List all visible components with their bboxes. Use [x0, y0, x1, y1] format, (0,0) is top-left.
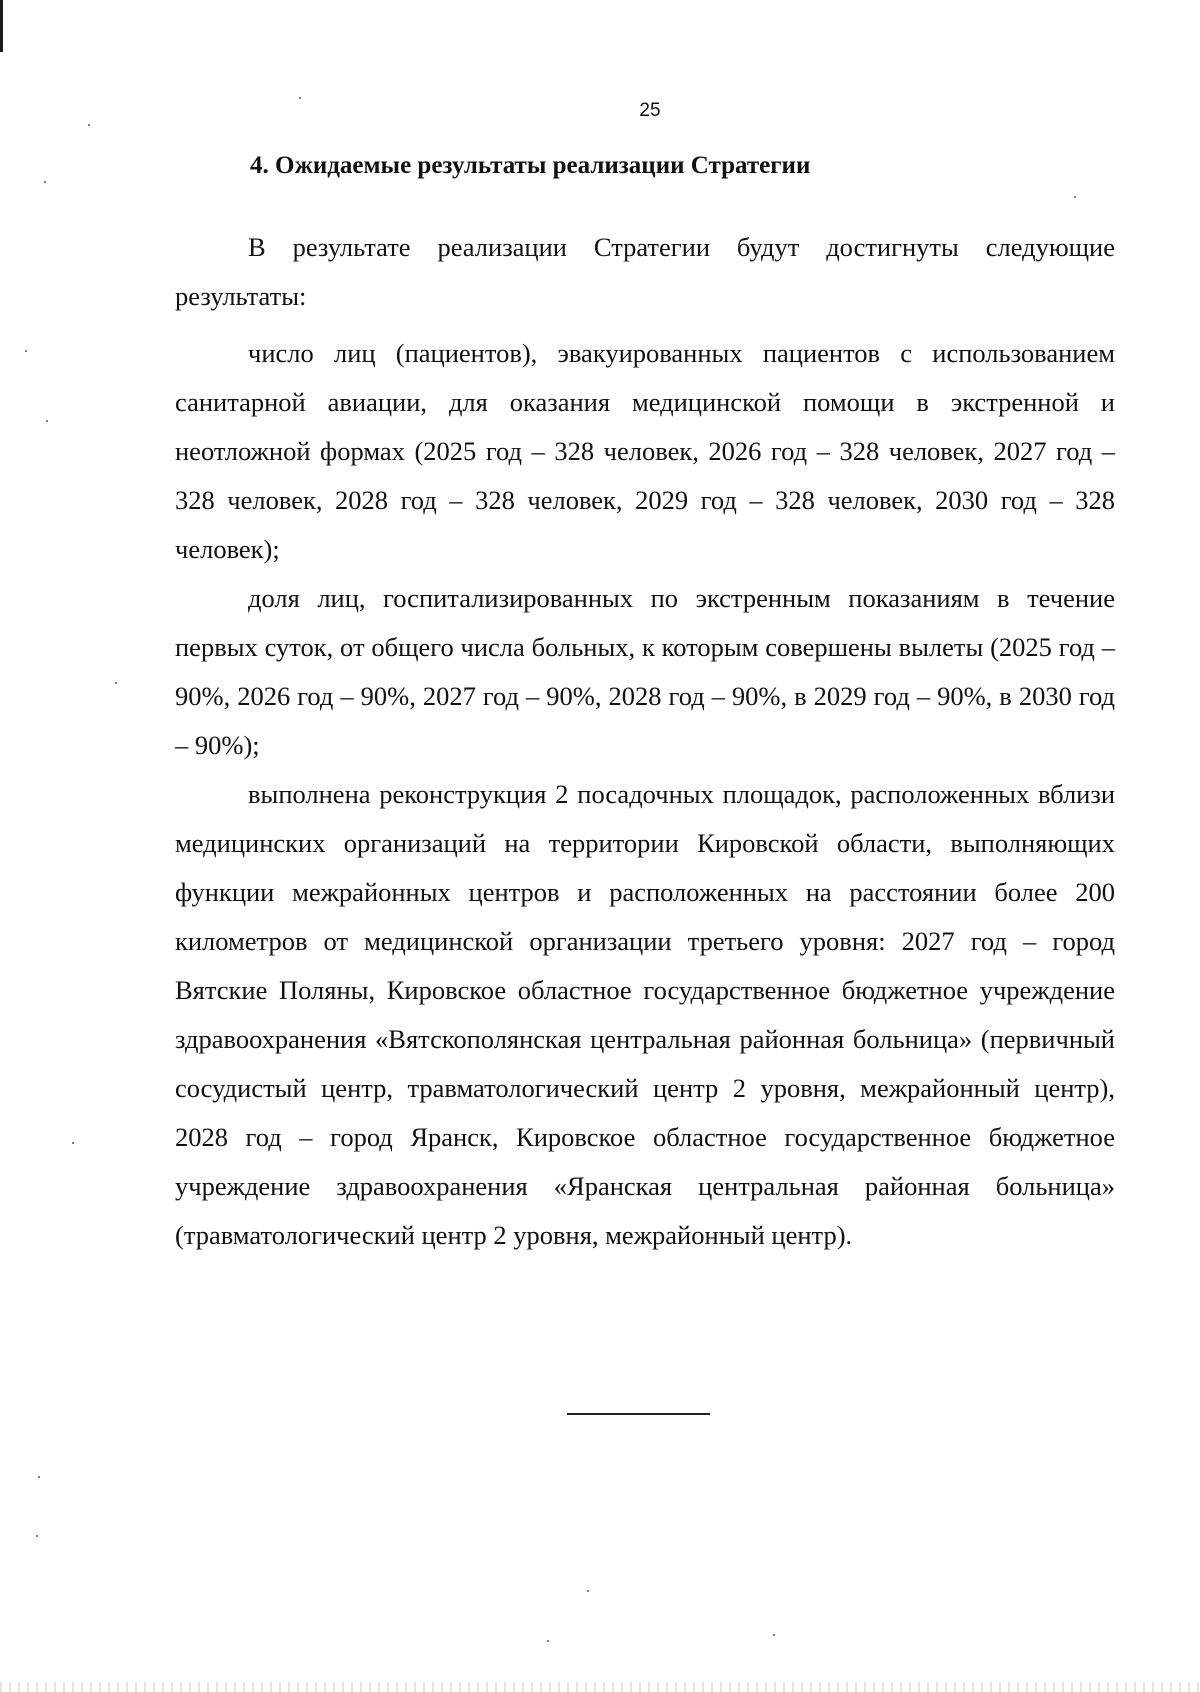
section-heading: 4. Ожидаемые результаты реализации Стратегии [250, 152, 811, 179]
paragraph-evacuated-patients: число лиц (пациентов), эвакуированных пациентов с использованием санитарной авиации, для оказания медицинской помощи в экстренной и неотложной формах (2025 год – 328 человек, 2026 год – 328 человек, 2027 год – 328 человек, 2028 год – 328 человек, 2029 год – 328 человек, 2030 год – 328 человек); [175, 338, 1115, 564]
paragraph-hospitalized-share: доля лиц, госпитализированных по экстренным показаниям в течение первых суток, от общего числа больных, к которым совершены вылеты (2025 год – 90%, 2026 год – 90%, 2027 год – 90%, 2028 год – 90%, в 2029 год – 90%, в 2030 год – 90%); [175, 583, 1115, 760]
paragraph-intro: В результате реализации Стратегии будут достигнуты следующие результаты: [175, 232, 1115, 311]
scan-speck [587, 1590, 589, 1592]
end-separator-line [567, 1413, 710, 1415]
scan-speck [36, 1535, 38, 1537]
paragraph-landing-sites: выполнена реконструкция 2 посадочных площадок, расположенных вблизи медицинских организаций на территории Кировской области, выполняющих функции межрайонных центров и расположенных на расстоянии более 200 километров от медицинской организации третьего уровня: 2027 год – город Вятские Поляны, Кировское областное государственное бюджетное учреждение здравоохранения «Вятскополянская центральная районная больница» (первичный сосудистый центр, травматологический центр 2 уровня, межрайонный центр), 2028 год – город Яранск, Кировское областное государственное бюджетное учреждение здравоохранения «Яранская центральная районная больница» (травматологический центр 2 уровня, межрайонный центр). [175, 779, 1115, 1250]
scan-speck [115, 682, 117, 684]
scan-speck [773, 1634, 775, 1636]
body-text [175, 223, 1115, 1260]
scan-bottom-edge [0, 1682, 1200, 1692]
scan-speck [72, 1142, 74, 1144]
scan-edge-mark [0, 0, 3, 52]
scan-speck [38, 1476, 40, 1478]
scan-speck [299, 97, 301, 99]
scan-speck [44, 181, 46, 183]
scan-speck [25, 350, 27, 352]
scan-speck [547, 1640, 549, 1642]
scan-speck [88, 124, 90, 126]
scan-speck [46, 420, 48, 422]
scan-speck [1074, 196, 1076, 198]
page-number: 25 [639, 100, 661, 121]
